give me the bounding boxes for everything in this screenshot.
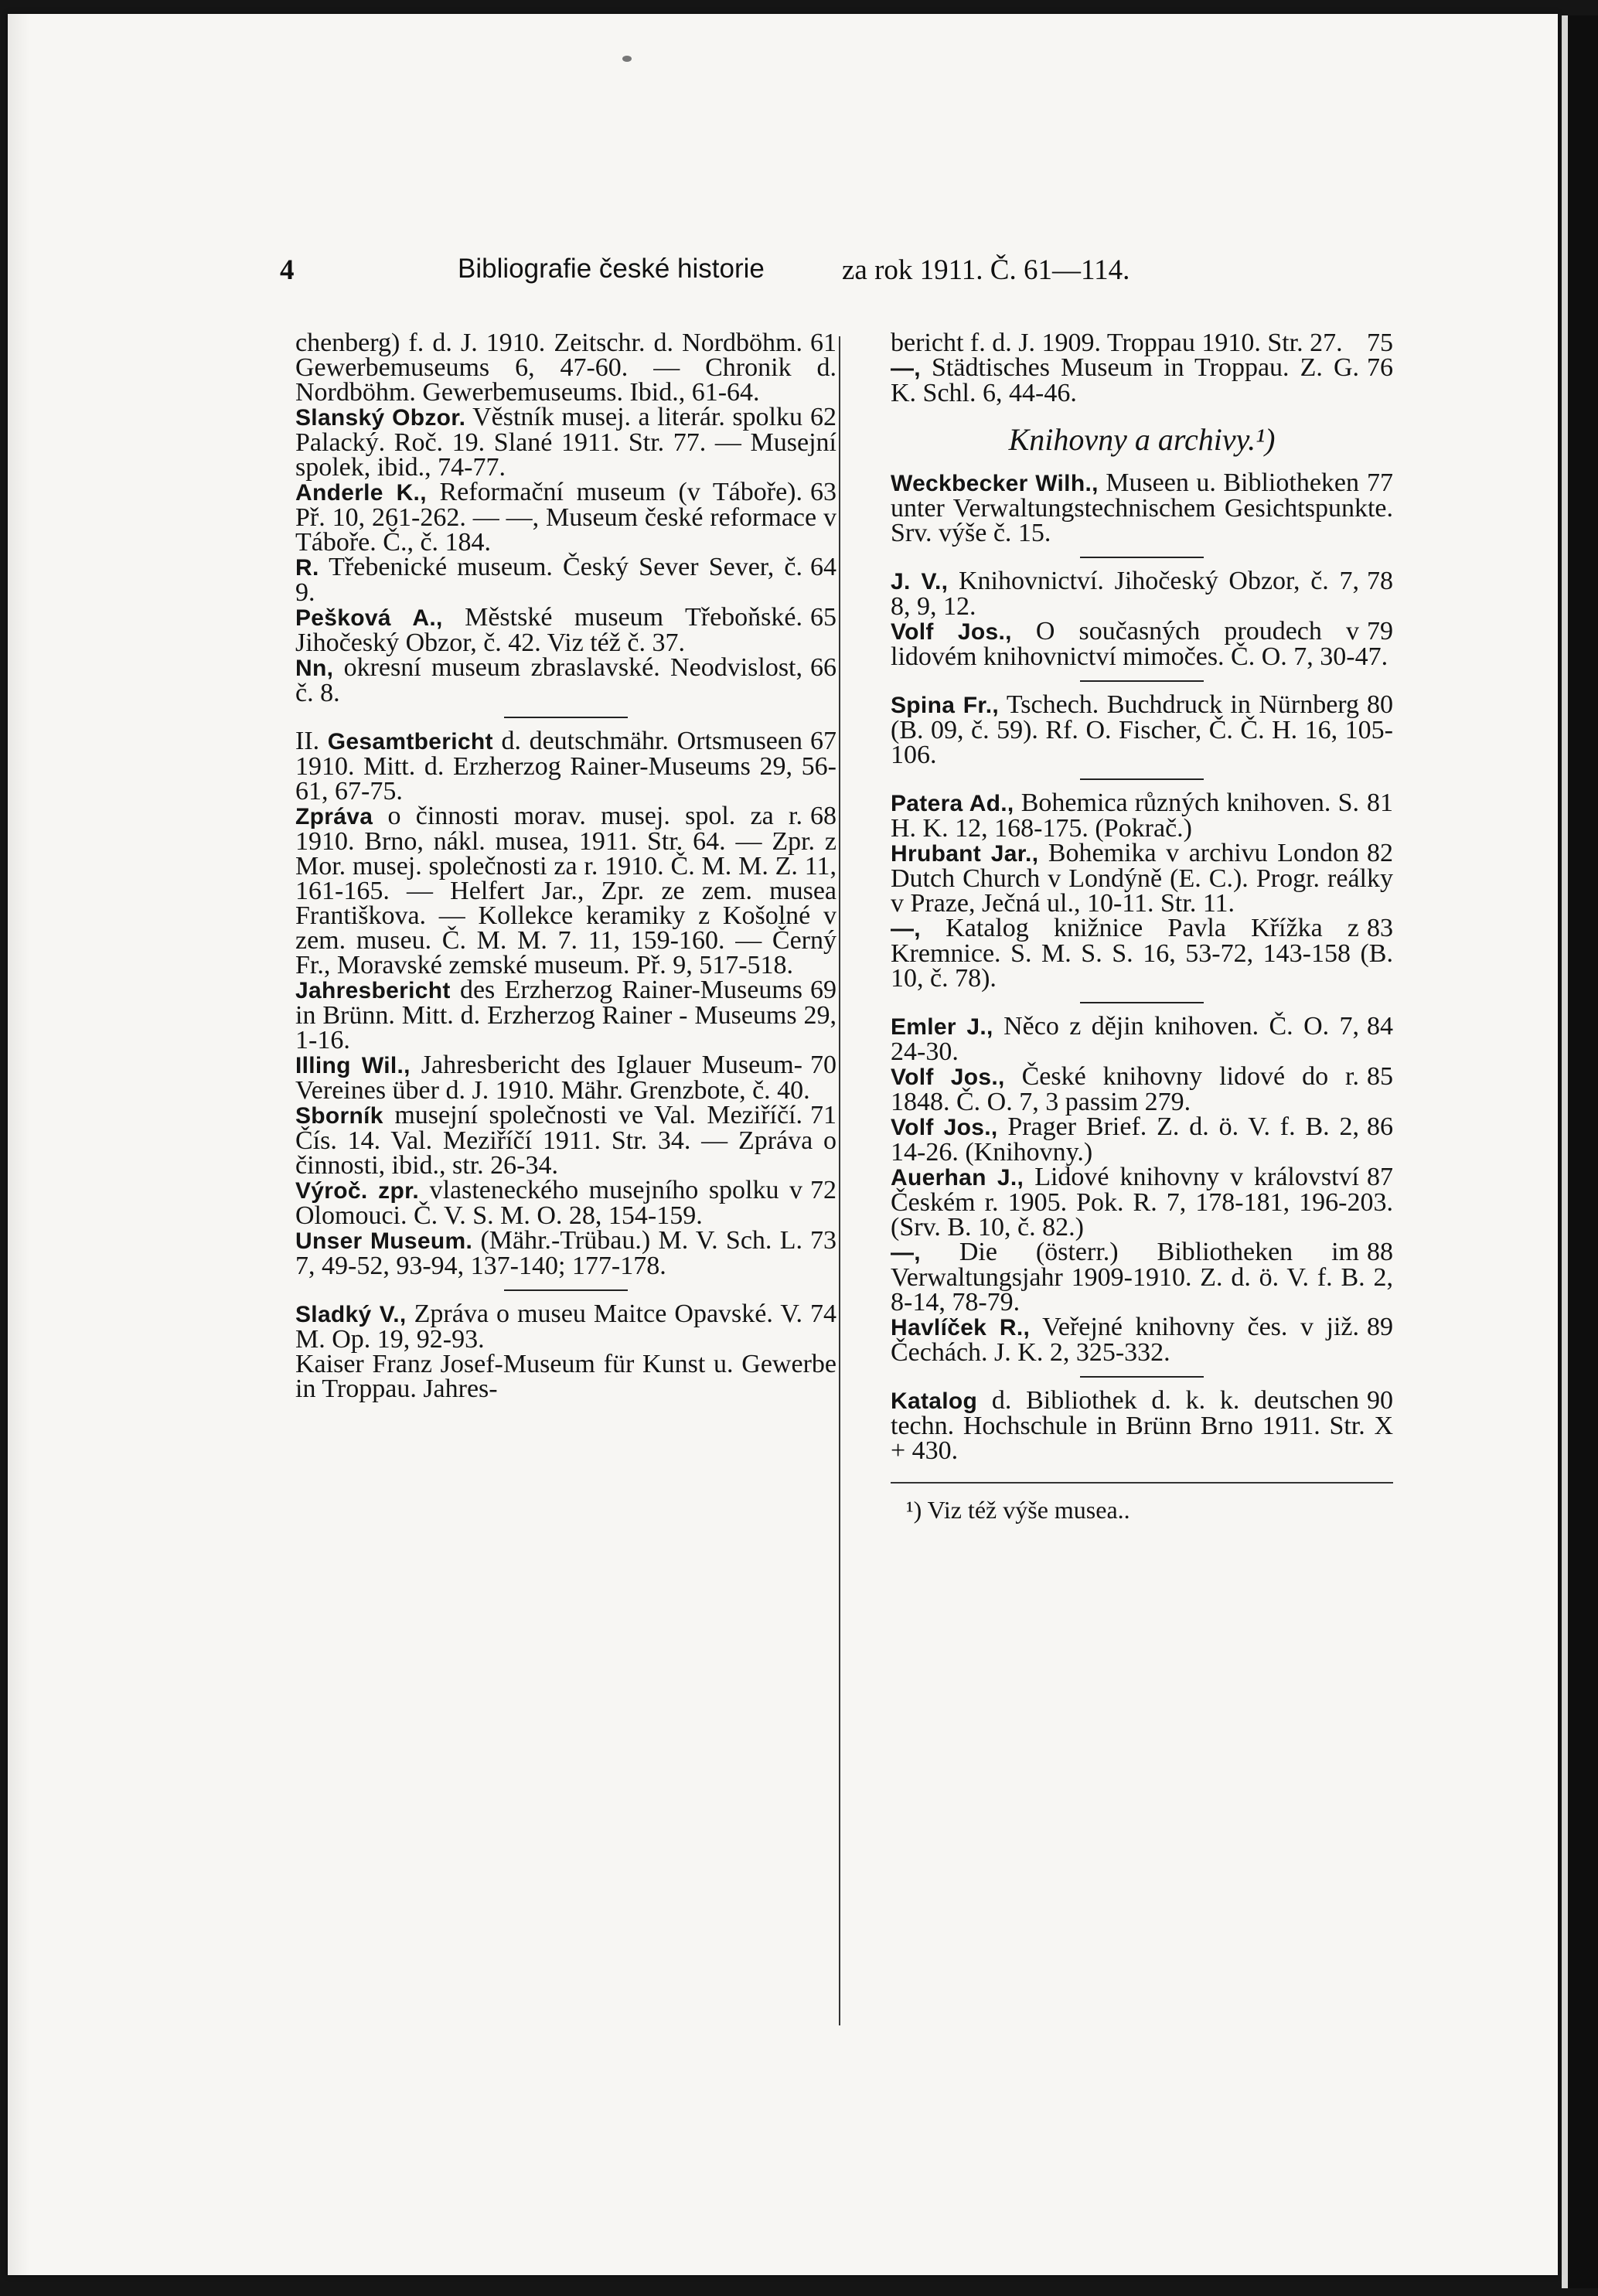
entry-author: —, <box>891 356 921 381</box>
entry-text: Věstník musej. a literár. spolku Palacký. Roč. 19. Slané 1911. Str. 77. — Musejní spolek, ibid., 74-77. <box>295 403 836 482</box>
column-divider <box>839 336 840 2025</box>
entry-text: Museen u. Bibliotheken unter Verwaltungstechnischem Gesichtspunkte. Srv. výše č. 15. <box>891 468 1393 547</box>
bibliography-entry <box>295 1352 836 1402</box>
entry-number: 87 <box>1367 1163 1393 1191</box>
right-column <box>891 331 1393 1522</box>
entry-number: 85 <box>1367 1062 1393 1091</box>
entry-author: Sborník <box>295 1103 383 1129</box>
entry-number: 79 <box>1367 617 1393 646</box>
entry-number: 70 <box>810 1051 836 1079</box>
bibliography-entry <box>295 1302 836 1352</box>
entry-text: o činnosti morav. musej. spol. za r. 1910. Brno, nákl. musea, 1911. Str. 64. — Zpr. z Mor. musej. společnosti za r. 1910. Č. M. M. Z. 11, 161-165. — Helfert Jar., Zpr. ze zem. musea Františkova. — Kollekce keramiky z Košolné v zem. museu. Č. M. M. 7. 11, 159-160. — Černý Fr., Moravské zemské museum. Př. 9, 517-518. <box>295 802 836 979</box>
bibliography-entry <box>891 468 1393 547</box>
bibliography-entry <box>295 1053 836 1103</box>
entry-author: Katalog <box>891 1388 978 1414</box>
entry-author: Emler J., <box>891 1014 993 1040</box>
entry-text: okresní museum zbraslavské. Neodvislost, č. 8. <box>295 653 802 707</box>
section-rule <box>1080 1002 1204 1003</box>
entry-text: (Mähr.-Trübau.) M. V. Sch. L. 7, 49-52, 93-94, 137-140; 177-178. <box>295 1226 802 1280</box>
entry-number: 81 <box>1367 789 1393 817</box>
section-rule <box>1080 778 1204 780</box>
entry-author: Volf Jos., <box>891 619 1012 645</box>
entry-author: —, <box>891 916 921 942</box>
scan-speck <box>622 56 632 62</box>
entry-text: Katalog knižnice Pavla Křížka z Kremnice. S. M. S. S. 16, 53-72, 143-158 (B. 10, č. 78). <box>891 914 1393 993</box>
bibliography-entry <box>891 841 1393 916</box>
right-column-continuation <box>891 331 1393 406</box>
section-heading: Knihovny a archivy.¹) <box>1008 422 1276 457</box>
bibliography-entry <box>891 1315 1393 1365</box>
entry-author: Spina Fr., <box>891 693 1000 718</box>
entry-number: 90 <box>1367 1386 1393 1415</box>
entry-text: Kaiser Franz Josef-Museum für Kunst u. Gewerbe in Troppau. Jahres- <box>295 1350 836 1403</box>
entry-number: 63 <box>810 478 836 506</box>
bibliography-entry <box>295 480 836 555</box>
entry-text: Prager Brief. Z. d. ö. V. f. B. 2, 14-26. (Knihovny.) <box>891 1112 1359 1167</box>
gutter-shadow <box>8 14 29 2275</box>
bibliography-entry <box>295 1228 836 1279</box>
section-rule <box>1080 1376 1204 1378</box>
section-rule <box>504 717 628 718</box>
entry-number: 74 <box>810 1300 836 1328</box>
entry-number: 84 <box>1367 1012 1393 1041</box>
entry-number: 68 <box>810 802 836 830</box>
entry-number: 67 <box>810 727 836 755</box>
page-number: 4 <box>280 254 295 286</box>
entry-author: Havlíček R., <box>891 1315 1031 1340</box>
bibliography-entry <box>295 405 836 480</box>
entry-text: vlasteneckého musejního spolku v Olomouci. Č. V. S. M. O. 28, 154-159. <box>295 1176 803 1230</box>
section-rule <box>504 1289 628 1291</box>
bibliography-entry <box>295 331 836 405</box>
entry-number: 78 <box>1367 567 1393 595</box>
entry-text: bericht f. d. J. 1909. Troppau 1910. Str. 27. <box>891 329 1343 357</box>
entry-author: Jahresbericht <box>295 978 451 1003</box>
bibliography-entry <box>891 619 1393 669</box>
entry-number: 88 <box>1367 1238 1393 1266</box>
bibliography-entry <box>295 804 836 978</box>
entry-text: Bohemica různých knihoven. S. H. K. 12, 168-175. (Pokrač.) <box>891 789 1359 843</box>
footnote: ¹) Viz též výše musea.. <box>906 1496 1130 1524</box>
entry-author: R. <box>295 555 319 581</box>
bibliography-entry <box>891 1062 1393 1116</box>
bibliography-entry <box>891 1014 1393 1065</box>
entry-text: O současných proudech v lidovém knihovnictví mimočes. Č. O. 7, 30-47. <box>891 617 1388 671</box>
section-rule <box>1080 680 1204 682</box>
entry-number: 64 <box>810 553 836 581</box>
entry-text: d. Bibliothek d. k. k. deutschen techn. Hochschule in Brünn Brno 1911. Str. X + 430. <box>891 1386 1393 1465</box>
entry-text: Zpráva o museu Maitce Opavské. V. M. Op. 19, 92-93. <box>295 1300 802 1354</box>
header-title: Bibliografie české historie <box>458 254 765 284</box>
entry-author: J. V., <box>891 569 949 594</box>
entry-number: 83 <box>1367 914 1393 942</box>
entry-text: Městské museum Třeboňské. Jihočeský Obzor, č. 42. Viz též č. 37. <box>295 603 802 657</box>
entry-number: 65 <box>810 603 836 632</box>
entry-number: 75 <box>1367 329 1393 357</box>
entry-text: Die (österr.) Bibliotheken im Verwaltungsjahr 1909-1910. Z. d. ö. V. f. B. 2, 8-14, 78-79. <box>891 1238 1393 1317</box>
entry-text: Jahresbericht des Iglauer Museum-Vereines über d. J. 1910. Mähr. Grenzbote, č. 40. <box>295 1051 810 1105</box>
entry-number: 89 <box>1367 1313 1393 1341</box>
bibliography-entry <box>295 1178 836 1228</box>
entry-number: 80 <box>1367 690 1393 719</box>
entry-number: 66 <box>810 653 836 682</box>
entry-text: Städtisches Museum in Troppau. Z. G. K. Schl. 6, 44-46. <box>891 353 1360 407</box>
entry-number: 62 <box>810 403 836 431</box>
entry-author: Anderle K., <box>295 480 427 506</box>
bibliography-entry <box>891 1240 1393 1315</box>
entry-text: Tschech. Buchdruck in Nürnberg (B. 09, č. 59). Rf. O. Fischer, Č. Č. H. 16, 105-106. <box>891 690 1393 769</box>
entry-number: 77 <box>1367 468 1393 497</box>
entry-text: Třebenické museum. Český Sever Sever, č. 9. <box>295 553 803 607</box>
entry-author: Pešková A., <box>295 605 443 631</box>
left-column <box>295 331 836 1402</box>
entry-author: —, <box>891 1240 921 1266</box>
entry-text: Bohemika v archivu London Dutch Church v Londýně (E. C.). Progr. reálky v Praze, Ječná ul., 10-11. Str. 11. <box>891 839 1393 918</box>
header-subtitle: za rok 1911. Č. 61—114. <box>842 254 1130 286</box>
bibliography-entry <box>891 353 1393 407</box>
entry-author: Illing Wil., <box>295 1053 411 1078</box>
entry-text: des Erzherzog Rainer-Museums in Brünn. Mitt. d. Erzherzog Rainer - Museums 29, 1-16. <box>295 976 836 1054</box>
entry-number: 61 <box>810 329 836 357</box>
bibliography-entry <box>891 1165 1393 1240</box>
scan-edge <box>1562 15 1598 2288</box>
entry-text: musejní společnosti ve Val. Meziříčí. Čís. 14. Val. Meziříčí 1911. Str. 34. — Zpráva o činnosti, ibid., str. 26-34. <box>295 1101 836 1180</box>
entry-author: Volf Jos., <box>891 1115 998 1140</box>
entry-number: 73 <box>810 1226 836 1255</box>
bibliography-entry <box>295 978 836 1053</box>
bibliography-entry <box>295 605 836 656</box>
entry-author: Zpráva <box>295 804 373 829</box>
bibliography-entry <box>891 331 1393 356</box>
entry-number: 69 <box>810 976 836 1004</box>
entry-number: 82 <box>1367 839 1393 867</box>
entry-number: 71 <box>810 1101 836 1129</box>
entry-author: Patera Ad., <box>891 791 1014 816</box>
entry-text: d. deutschmähr. Ortsmuseen 1910. Mitt. d. Erzherzog Rainer-Museums 29, 56-61, 67-75. <box>295 727 836 806</box>
bibliography-entry <box>295 555 836 605</box>
bibliography-entry <box>891 1112 1393 1167</box>
bibliography-entry <box>295 729 836 804</box>
entry-prefix: II. <box>295 727 328 755</box>
entry-author: Sladký V., <box>295 1302 407 1327</box>
entry-text: České knihovny lidové do r. 1848. Č. O. 7, 3 passim 279. <box>891 1062 1360 1116</box>
bibliography-entry <box>295 1103 836 1178</box>
entry-text: Knihovnictví. Jihočeský Obzor, č. 7, 8, 9, 12. <box>891 567 1359 621</box>
entry-author: Nn, <box>295 656 334 681</box>
entry-author: Slanský Obzor. <box>295 405 466 431</box>
bibliography-entry <box>891 916 1393 991</box>
entry-author: Weckbecker Wilh., <box>891 471 1099 496</box>
section-rule <box>1080 557 1204 558</box>
bibliography-entry <box>891 690 1393 769</box>
entry-text: chenberg) f. d. J. 1910. Zeitschr. d. Nordböhm. Gewerbemuseums 6, 47-60. — Chronik d. Nordböhm. Gewerbemuseums. Ibid., 61-64. <box>295 329 836 407</box>
bibliography-entry <box>891 569 1393 619</box>
entry-number: 76 <box>1367 353 1393 382</box>
bibliography-entry <box>891 1388 1393 1463</box>
entry-text: Lidové knihovny v království Českém r. 1905. Pok. R. 7, 178-181, 196-203. (Srv. B. 10, č. 82.) <box>891 1163 1393 1242</box>
bibliography-entry <box>891 791 1393 841</box>
entry-author: Unser Museum. <box>295 1228 473 1254</box>
entry-text: Něco z dějin knihoven. Č. O. 7, 24-30. <box>891 1012 1360 1066</box>
entry-number: 86 <box>1367 1112 1393 1141</box>
entry-author: Auerhan J., <box>891 1165 1024 1191</box>
entry-author: Volf Jos., <box>891 1065 1005 1090</box>
entry-text: Veřejné knihovny čes. v již. Čechách. J. K. 2, 325-332. <box>891 1313 1360 1367</box>
bibliography-entry <box>295 653 836 707</box>
library-entries <box>891 468 1393 1465</box>
entry-author: Výroč. zpr. <box>295 1178 420 1204</box>
entry-text: Reformační museum (v Táboře). Př. 10, 261-262. — —, Museum české reformace v Táboře. Č., č. 184. <box>295 478 836 557</box>
entry-author: Gesamtbericht <box>327 729 493 755</box>
entry-author: Hrubant Jar., <box>891 841 1039 867</box>
footnote-rule <box>891 1482 1393 1484</box>
entry-number: 72 <box>810 1176 836 1204</box>
